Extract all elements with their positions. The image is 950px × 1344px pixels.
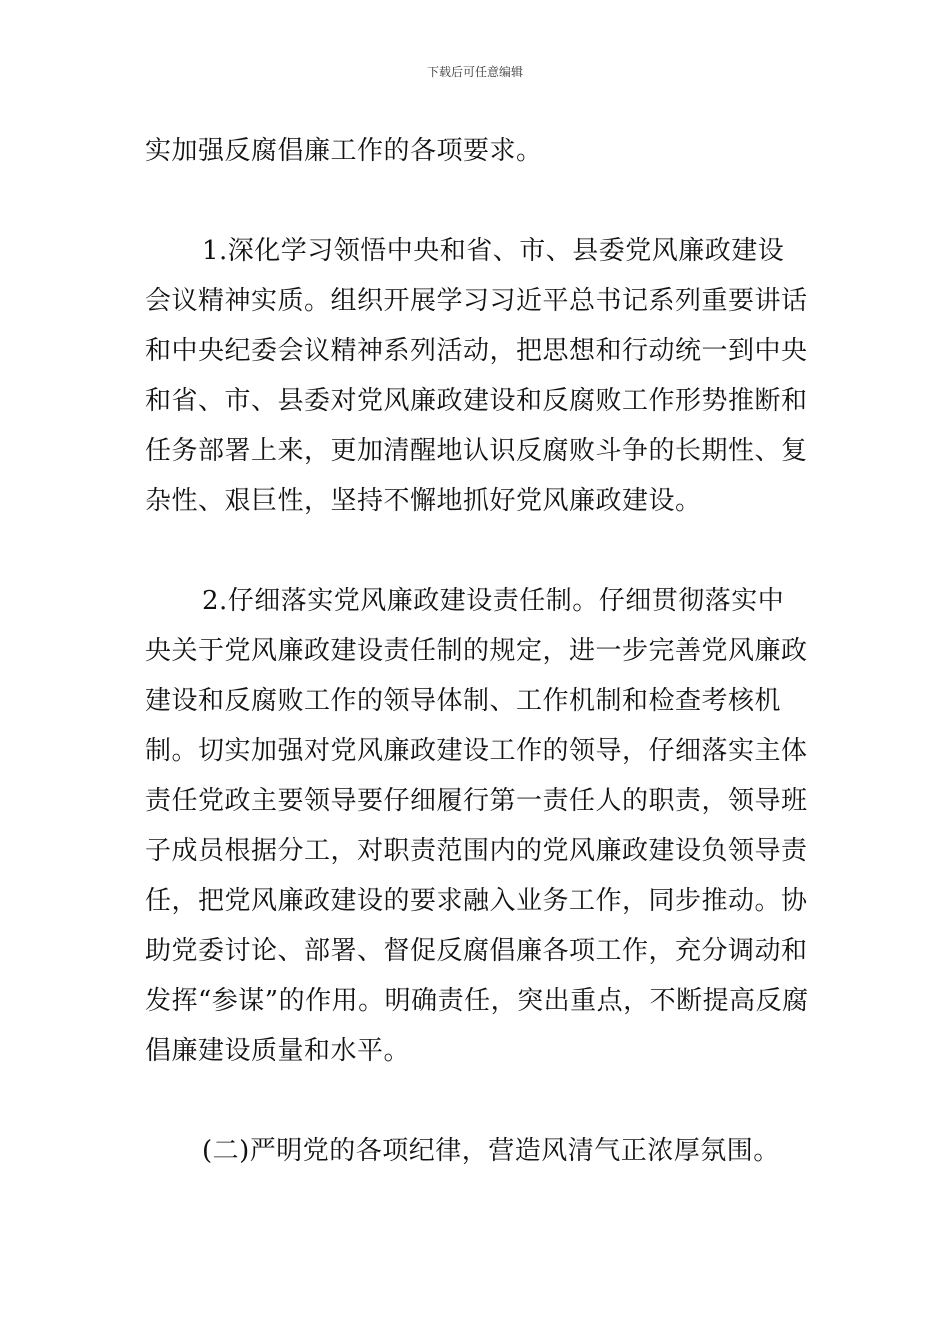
page-header-note: 下载后可任意编辑 <box>426 65 523 79</box>
paragraph-item-1: 1.深化学习领悟中央和省、市、县委党风廉政建设会议精神实质。组织开展学习习近平总书记系列重要讲话和中央纪委会议精神系列活动，把思想和行动统一到中央和省、市、县委对党风廉政建设和反腐败工作形势推断和任务部署上来，更加清醒地认识反腐败斗争的长期性、复杂性、艰巨性，坚持不懈地抓好党风廉政建设。 <box>145 236 808 516</box>
section-heading-2: (二)严明党的各项纪律，营造风清气正浓厚氛围。 <box>202 1136 780 1166</box>
paragraph-continuation: 实加强反腐倡廉工作的各项要求。 <box>145 136 543 166</box>
paragraph-item-2: 2.仔细落实党风廉政建设责任制。仔细贯彻落实中央关于党风廉政建设责任制的规定，进一步完善党风廉政建设和反腐败工作的领导体制、工作机制和检查考核机制。切实加强对党风廉政建设工作的领导，仔细落实主体责任党政主要领导要仔细履行第一责任人的职责，领导班子成员根据分工，对职责范围内的党风廉政建设负领导责任，把党风廉政建设的要求融入业务工作，同步推动。协助党委讨论、部署、督促反腐倡廉各项工作，充分调动和发挥“参谋”的作用。明确责任，突出重点，不断提高反腐倡廉建设质量和水平。 <box>145 586 809 1066</box>
document-body <box>145 126 810 1176</box>
